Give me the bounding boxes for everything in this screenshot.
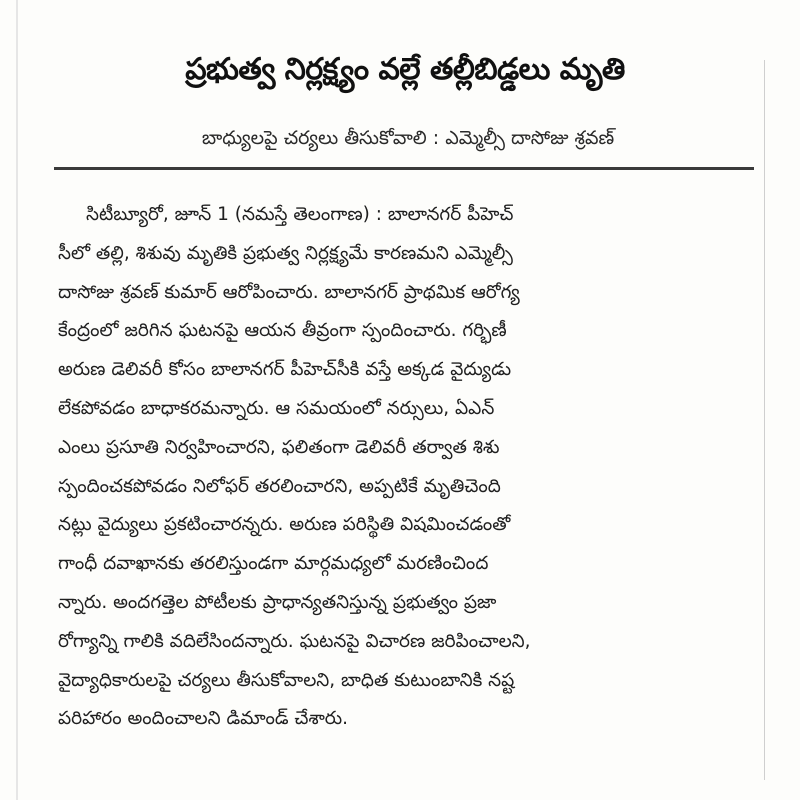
left-margin-rule: [16, 0, 18, 800]
body-line: అరుణ డెలివరీ కోసం బాలానగర్ పీహెచ్‌సీకి వస్తే అక్కడ వైద్యుడు: [58, 359, 512, 381]
body-line: పరిహారం అందించాలని డిమాండ్ చేశారు.: [58, 708, 349, 730]
body-line: లేకపోవడం బాధాకరమన్నారు. ఆ సమయంలో నర్సులు, ఏఎన్: [58, 397, 495, 419]
headline: ప్రభుత్వ నిర్లక్ష్యం వల్లే తల్లీబిడ్డలు మృతి: [185, 52, 625, 87]
body-line: కేంద్రంలో జరిగిన ఘటనపై ఆయన తీవ్రంగా స్పందించారు. గర్భిణీ: [58, 320, 507, 342]
column-divider: [764, 60, 765, 780]
body-line: రోగ్యాన్ని గాలికి వదిలేసిందన్నారు. ఘటనపై విచారణ జరిపించాలని,: [58, 630, 531, 652]
body-line: గాంధీ దవాఖానకు తరలిస్తుండగా మార్గమధ్యలో మరణించింద: [58, 553, 489, 575]
body-line: నట్లు వైద్యులు ప్రకటించారన్నరు. అరుణ పరిస్థితి విషమించడంతో: [58, 514, 511, 536]
body-line: సిటీబ్యూరో, జూన్ 1 (నమస్తే తెలంగాణ) : బాలానగర్ పీహెచ్: [86, 204, 514, 225]
body-line: దాసోజు శ్రవణ్ కుమార్ ఆరోపించారు. బాలానగర్ ప్రాథమిక ఆరోగ్య: [58, 281, 520, 303]
body-line: న్నారు. అందగత్తెల పోటీలకు ప్రాధాన్యతనిస్తున్న ప్రభుత్వం ప్రజా: [58, 591, 497, 613]
body-line: వైద్యాధికారులపై చర్యలు తీసుకోవాలని, బాధిత కుటుంబానికి నష్ట: [58, 669, 515, 691]
headline-divider: [54, 167, 754, 170]
article-body: [58, 196, 758, 739]
body-line: స్పందించకపోవడం నిలోఫర్ తరలించారని, అప్పటికే మృతిచెంది: [58, 475, 501, 497]
subheadline: బాధ్యులపై చర్యలు తీసుకోవాలి : ఎమ్మెల్సీ దాసోజు శ్రవణ్: [201, 127, 615, 149]
body-line: సీలో తల్లి, శిశువు మృతికి ప్రభుత్వ నిర్లక్ష్యమే కారణమని ఎమ్మెల్సీ: [58, 242, 513, 264]
body-line: ఎంలు ప్రసూతి నిర్వహించారని, ఫలితంగా డెలివరీ తర్వాత శిశు: [58, 436, 500, 458]
